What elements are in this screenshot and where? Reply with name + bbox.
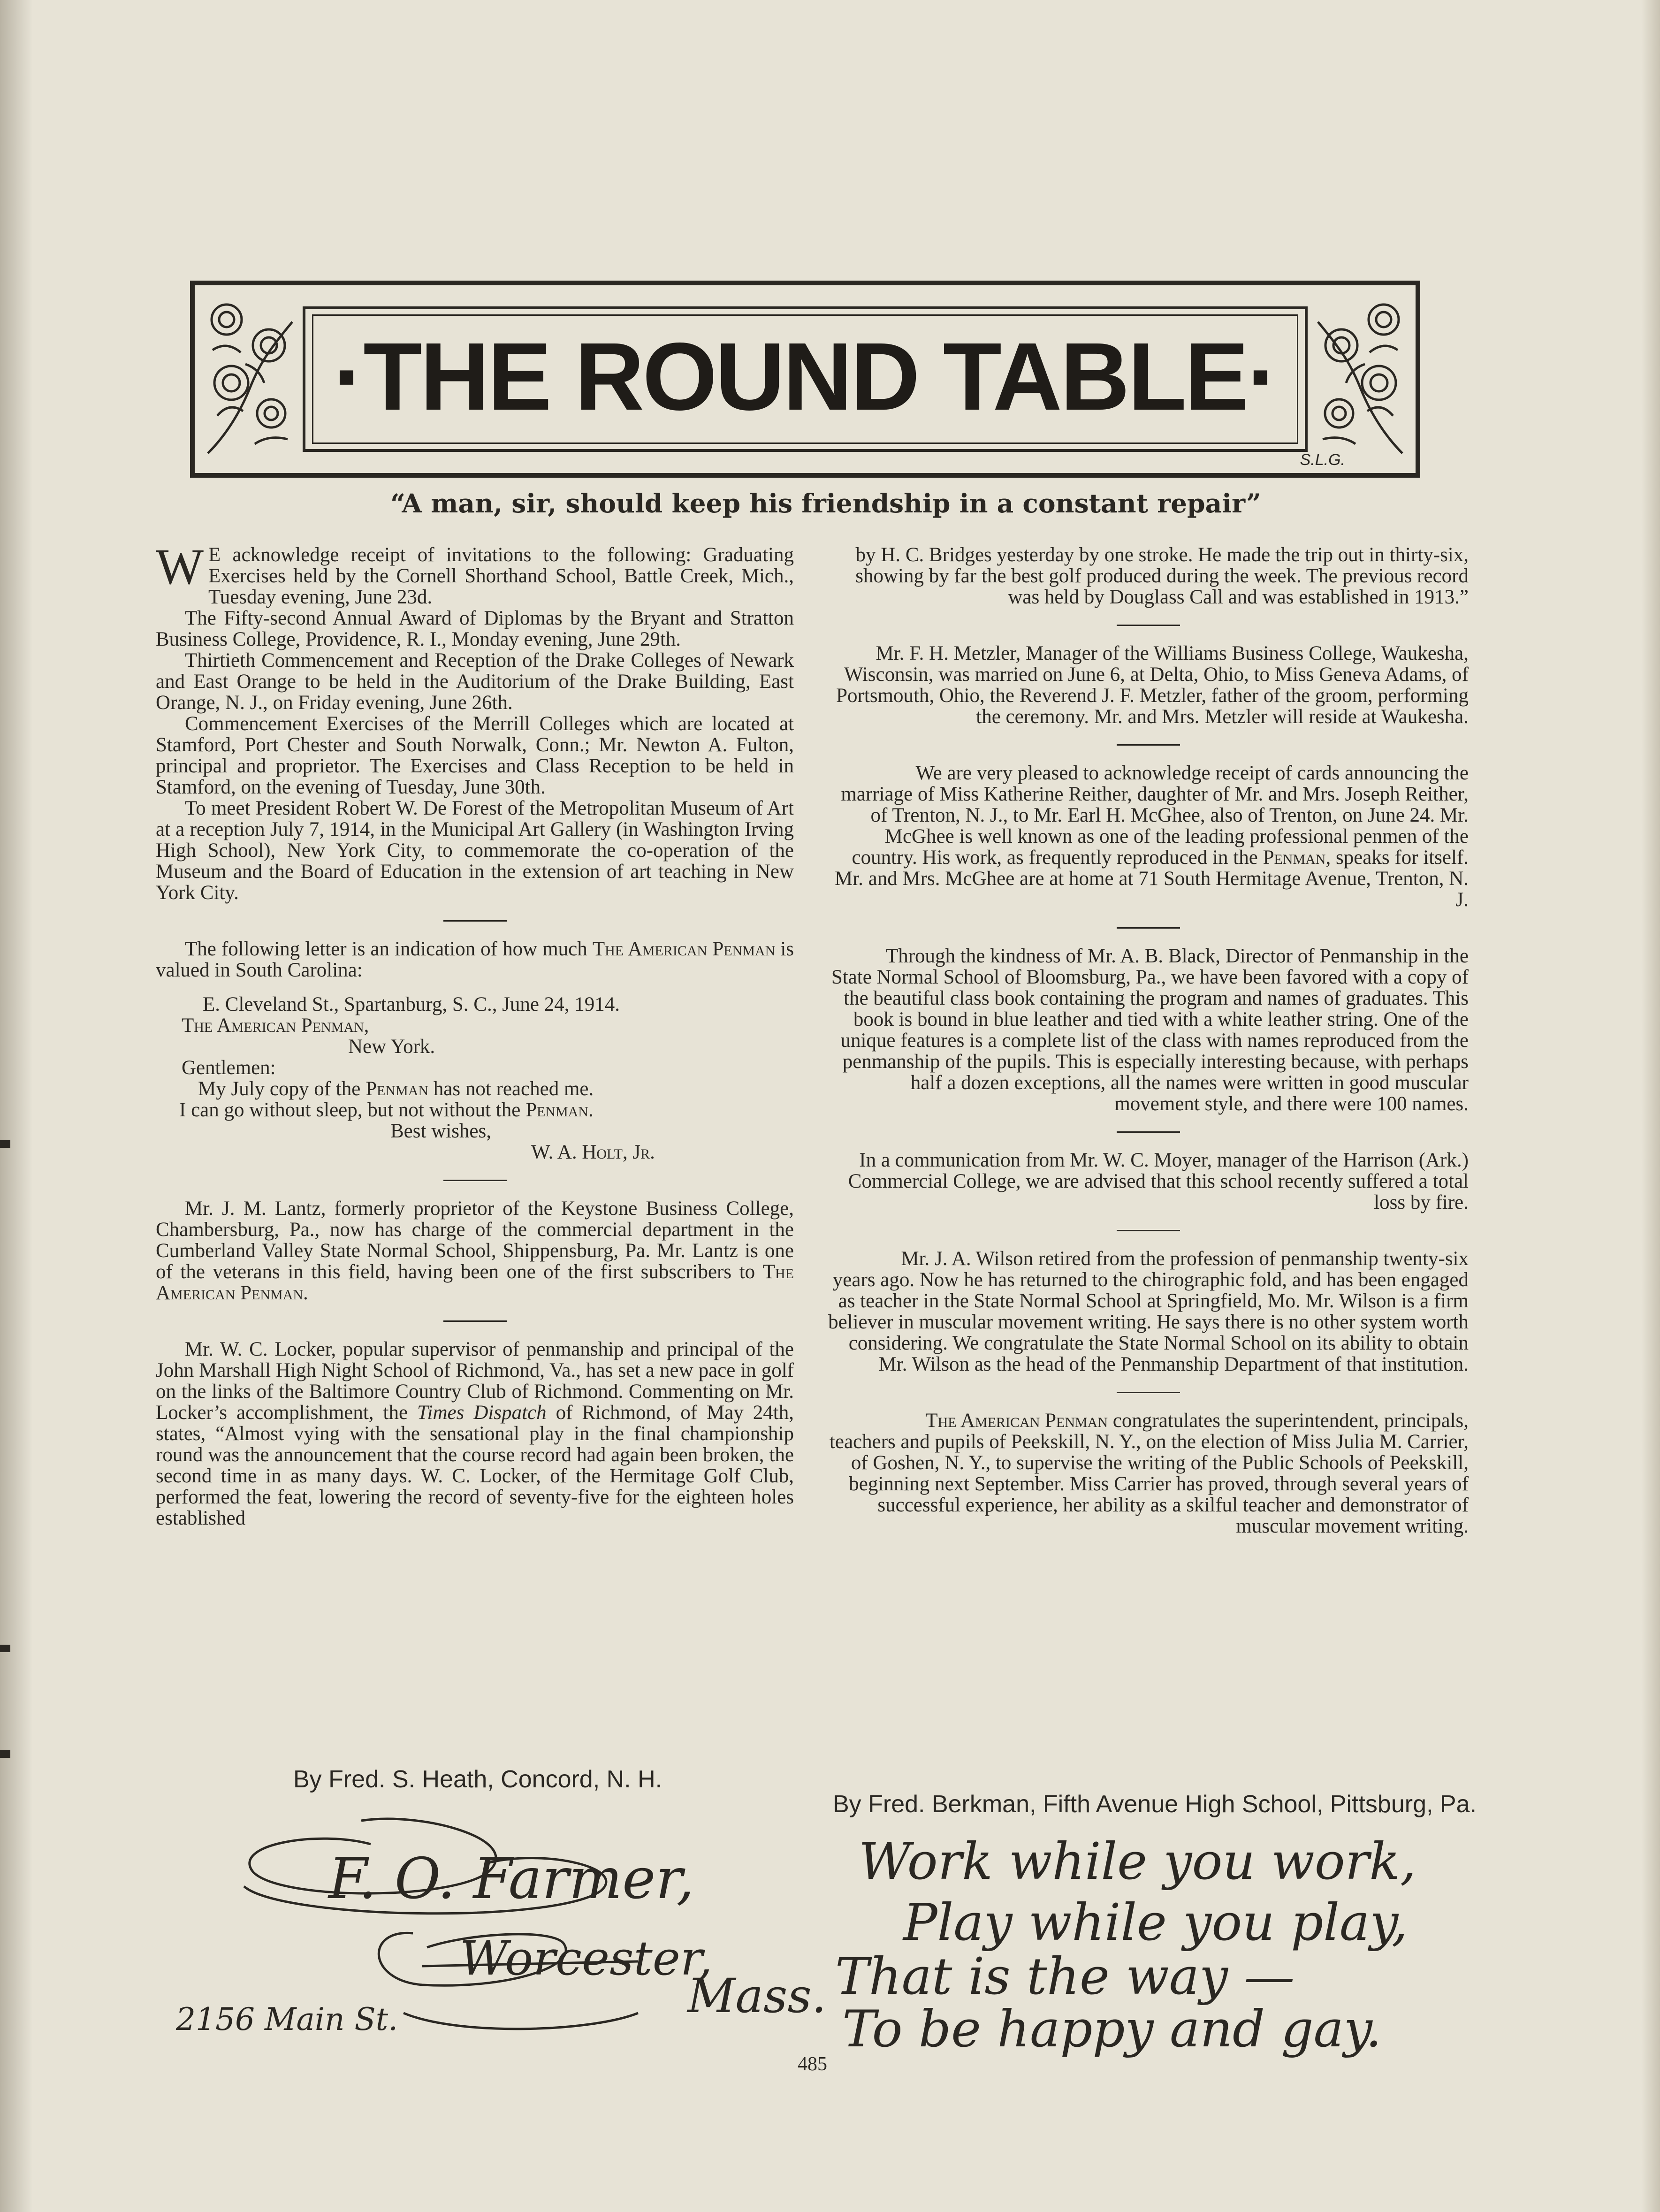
drop-cap: W xyxy=(156,539,204,595)
section-divider xyxy=(1117,744,1180,746)
section-divider xyxy=(443,920,507,922)
text: congratulates the superintendent, principals, teachers and pupils of Peekskill, N. Y., on the election of Miss Julia M. Carrier, of Goshen, N. Y., to supervise the writing of the Public Schools of Peekskill, beginning next September. Miss Carrier has proved, through several years of successful experience, her ability as a skilful teacher and demonstrator of muscular movement writing. xyxy=(829,1410,1469,1537)
newspaper-name: Times Dispatch xyxy=(417,1402,547,1424)
margin-mark xyxy=(0,1140,10,1148)
right-specimen-line-2: Play while you play, xyxy=(903,1893,1408,1952)
section-divider xyxy=(443,1320,507,1322)
paragraph-wilson: Mr. J. A. Wilson retired from the profession of penmanship twenty-six years ago. Now he has returned to the chirographic fold, and has been engaged as teacher in the State Normal School at Springfield, Mo. Mr. Wilson is a firm believer in muscular movement writing. He says there is no other system worth considering. We congratulate the State Normal School on its ability to obtain Mr. Wilson as the head of the Penmanship Department of that institution. xyxy=(828,1248,1469,1375)
section-divider xyxy=(1117,1392,1180,1393)
section-divider xyxy=(1117,927,1180,929)
motto: “A man, sir, should keep his friendship in a constant repair” xyxy=(390,488,1261,519)
page-gutter-shadow xyxy=(0,0,33,2212)
right-specimen-line-1: Work while you work, xyxy=(859,1832,1416,1891)
paragraph-lantz xyxy=(156,1198,794,1304)
artist-initials: S.L.G. xyxy=(1300,451,1345,469)
letter-body xyxy=(156,1078,794,1099)
letter-city: New York. xyxy=(348,1036,435,1058)
right-specimen-line-4: To be happy and gay. xyxy=(842,2000,1382,2059)
paragraph-drake-colleges: Thirtieth Commencement and Reception of the Drake Colleges of Newark and East Orange to be held in the Auditorium of the Drake Building, East Orange, N. J., on Friday evening, June 26th. xyxy=(156,649,794,714)
paragraph-peekskill xyxy=(828,1410,1469,1537)
section-divider xyxy=(443,1180,507,1181)
text: of Richmond, of May 24th, states, “Almost vying with the sensational play in the final championship round was the announcement that the course record had again been broken, the second time in as many days. W. C. Locker, of the Hermitage Golf Club, performed the feat, lowering the record of seventy-five for the eighteen holes established xyxy=(156,1402,794,1529)
paragraph-mcghee xyxy=(828,763,1469,910)
letter-address: E. Cleveland St., Spartanburg, S. C., June 24, 1914. xyxy=(203,993,620,1015)
text: Mr. W. C. Locker, popular supervisor of penmanship and principal of the John Marshall High Night School of Richmond, Va., has set a new pace in golf on the links of the Baltimore Country Club of Richmond. Commenting on Mr. Locker’s accomplishment, the xyxy=(156,1338,794,1424)
publication-name: The American Penman xyxy=(925,1410,1108,1432)
paragraph-metropolitan-museum: To meet President Robert W. De Forest of the Metropolitan Museum of Art at a reception July 7, 1914, in the Municipal Art Gallery (in Washington Irving High School), New York City, to commemorate the co-operation of the Museum and the Board of Education in the extension of art teaching in New York City. xyxy=(156,797,794,904)
publication-name: The American Penman. xyxy=(156,1261,794,1304)
publication-name: Penman xyxy=(1263,847,1326,869)
letter-salutation: Gentlemen: xyxy=(182,1057,276,1079)
paragraph-letter-intro xyxy=(156,938,794,981)
paragraph-bloomsburg: Through the kindness of Mr. A. B. Black, Director of Penmanship in the State Normal School of Bloomsburg, Pa., we have been favored with a copy of the beautiful class book containing the program and names of graduates. This book is bound in blue leather and tied with a white leather string. One of the unique features is a complete list of the class with names reproduced from the penmanship of the pupils. This is especially interesting because, with perhaps half a dozen exceptions, all the names were written in good muscular movement style, and there were 100 names. xyxy=(831,945,1469,1115)
text: is valued in South Carolina: xyxy=(156,938,794,981)
text: Mr. J. M. Lantz, formerly proprietor of the Keystone Business College, Chambersburg, Pa., now has charge of the commercial department in the Cumberland Valley State Normal School, Shippensburg, Pa. Mr. Lantz is one of the veterans in this field, having been one of the first subscribers to xyxy=(156,1198,794,1283)
left-specimen-byline: By Fred. S. Heath, Concord, N. H. xyxy=(293,1766,662,1793)
left-specimen-state: Mass. xyxy=(687,1968,827,2023)
left-specimen-name: F. O. Farmer, xyxy=(328,1846,694,1912)
letter-signature: W. A. Holt, Jr. xyxy=(531,1141,655,1163)
margin-mark xyxy=(0,1750,10,1758)
left-specimen-city: Worcester, xyxy=(460,1931,713,1986)
text: Penman xyxy=(366,1078,429,1100)
text: I can go without sleep, but not without the xyxy=(179,1099,526,1121)
right-specimen-line-3: That is the way — xyxy=(835,1947,1295,2006)
letter-recipient: The American Penman, xyxy=(182,1014,369,1037)
letter xyxy=(156,994,794,1163)
text: has not reached me. xyxy=(428,1078,594,1100)
right-specimen-byline: By Fred. Berkman, Fifth Avenue High School, Pittsburg, Pa. xyxy=(833,1791,1477,1818)
banner-title: ·THE ROUND TABLE· xyxy=(333,323,1278,430)
left-specimen-street: 2156 Main St. xyxy=(176,2001,398,2037)
round-table-banner xyxy=(190,281,1420,478)
paragraph-bryant-stratton: The Fifty-second Annual Award of Diplomas by the Bryant and Stratton Business College, Providence, R. I., Monday evening, June 29th. xyxy=(156,607,794,650)
right-column xyxy=(828,544,1469,1537)
paragraph-golf-continued: by H. C. Bridges yesterday by one stroke. He made the trip out in thirty-six, showing by far the best golf produced during the week. The previous record was held by Douglass Call and was established in 1913.” xyxy=(855,544,1469,608)
text: Penman. xyxy=(525,1099,594,1121)
section-divider xyxy=(1117,1131,1180,1133)
paragraph-moyer: In a communication from Mr. W. C. Moyer, manager of the Harrison (Ark.) Commercial College, we are advised that this school recently suffered a total loss by fire. xyxy=(848,1149,1469,1213)
publication-name: The American Penman xyxy=(592,938,776,960)
section-divider xyxy=(1117,1230,1180,1231)
paragraph-invitations xyxy=(156,539,794,608)
text: My July copy of the xyxy=(198,1078,366,1100)
text: The following letter is an indication of how much xyxy=(185,938,593,960)
text: We are very pleased to acknowledge receipt of cards announcing the marriage of Miss Katherine Reither, daughter of Mr. and Mrs. Joseph Reither, of Trenton, N. J., to Mr. Earl H. McGhee, also of Trenton, on June 24. Mr. McGhee is well known as one of the leading professional penmen of the country. His work, as frequently reproduced in the xyxy=(841,762,1469,869)
letter-body xyxy=(156,1099,794,1121)
paragraph-metzler: Mr. F. H. Metzler, Manager of the Williams Business College, Waukesha, Wisconsin, was married on June 6, at Delta, Ohio, to Miss Geneva Adams, of Portsmouth, Ohio, the Reverend J. F. Metzler, father of the groom, performing the ceremony. Mr. and Mrs. Metzler will reside at Waukesha. xyxy=(836,642,1469,728)
paragraph-locker-golf xyxy=(156,1339,794,1529)
margin-mark xyxy=(0,1645,10,1652)
page-edge xyxy=(1641,0,1660,2212)
paragraph-merrill-colleges: Commencement Exercises of the Merrill Colleges which are located at Stamford, Port Chester and South Norwalk, Conn.; Mr. Newton A. Fulton, principal and proprietor. The Exercises and Class Reception to be held in Stamford, on the evening of Tuesday, June 30th. xyxy=(156,713,794,798)
left-column xyxy=(156,539,794,1529)
paragraph-text: E acknowledge receipt of invitations to the following: Graduating Exercises held by the Cornell Shorthand School, Battle Creek, Mich., Tuesday evening, June 23d. xyxy=(208,544,794,608)
letter-closing: Best wishes, xyxy=(390,1120,491,1142)
section-divider xyxy=(1117,625,1180,626)
text: , speaks for itself. Mr. and Mrs. McGhee are at home at 71 South Hermitage Avenue, Trenton, N. J. xyxy=(834,847,1469,911)
page-number: 485 xyxy=(798,2053,827,2075)
